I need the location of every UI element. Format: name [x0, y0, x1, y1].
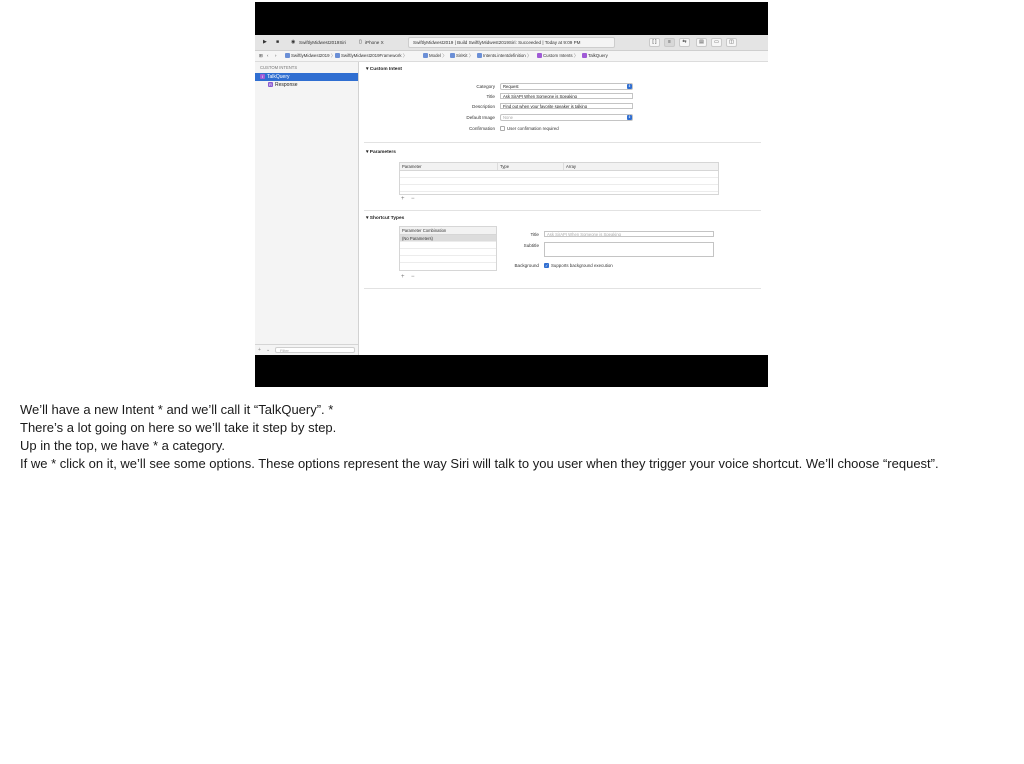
column-header[interactable]: Array — [566, 164, 577, 169]
project-icon — [285, 53, 290, 58]
confirmation-label: Confirmation — [468, 126, 495, 131]
shortcut-types-section-title[interactable]: ▾ Shortcut Types — [366, 216, 405, 221]
breadcrumb-item[interactable]: Custom Intents 〉 — [537, 51, 578, 61]
description-field[interactable]: Find out when your favorite speaker is talking — [500, 103, 633, 109]
default-image-popup[interactable]: None ⇕ — [500, 114, 633, 121]
remove-combination-icon[interactable]: − — [411, 274, 415, 280]
custom-intent-section-title[interactable]: ▾ Custom Intent — [366, 67, 402, 72]
standard-editor-button[interactable]: [ ] — [649, 38, 660, 47]
caption-line: Up in the top, we have * a category. — [20, 438, 225, 453]
list-item — [400, 249, 496, 256]
table-row — [400, 178, 718, 185]
sidebar-item-label: TalkQuery — [267, 74, 290, 80]
jump-bar — [255, 51, 768, 62]
back-icon[interactable]: ‹ — [267, 53, 269, 58]
related-items-icon[interactable]: ⊞ — [259, 53, 263, 58]
stop-icon[interactable]: ■ — [276, 39, 280, 45]
title-label: Title — [486, 94, 495, 99]
column-header[interactable]: Parameter — [400, 163, 498, 170]
intent-navigator — [255, 62, 359, 355]
response-badge-icon: R — [269, 82, 272, 88]
inspector-toggle-button[interactable]: ◫ — [726, 38, 737, 47]
add-icon[interactable]: + — [258, 347, 261, 353]
intent-badge-icon: I — [261, 74, 264, 80]
confirmation-text: User confirmation required — [507, 126, 559, 131]
forward-icon[interactable]: › — [275, 53, 277, 58]
sidebar-item-label: Response — [275, 82, 298, 88]
background-checkbox[interactable]: ✓ — [545, 263, 549, 268]
intent-icon — [582, 53, 587, 58]
parameters-table — [399, 162, 719, 195]
folder-icon — [335, 53, 340, 58]
table-header — [400, 163, 718, 171]
assistant-editor-button[interactable]: ≡ — [664, 38, 675, 47]
chevron-down-icon: ⇕ — [628, 115, 631, 119]
toolbar — [255, 35, 768, 51]
device-selector[interactable]: iPhone X — [365, 40, 384, 45]
caption-line: We’ll have a new Intent * and we’ll call it “TalkQuery”. * — [20, 402, 334, 417]
debug-toggle-button[interactable]: ▭ — [711, 38, 722, 47]
parameters-section-title[interactable]: ▾ Parameters — [366, 150, 396, 155]
filter-bar — [255, 344, 358, 355]
chevron-down-icon[interactable]: ⌄ — [266, 347, 271, 353]
xcode-window — [255, 35, 768, 355]
scheme-selector[interactable]: SwiftlyMidwest2019Siri — [299, 40, 346, 45]
file-icon — [477, 53, 482, 58]
divider — [364, 210, 761, 211]
category-label: Category — [476, 84, 495, 89]
confirmation-checkbox[interactable] — [500, 126, 505, 131]
category-popup[interactable]: Request ⇕ — [500, 83, 633, 90]
breadcrumb-item[interactable]: SwiftlyMidwest2019Framework 〉 — [335, 51, 407, 61]
breadcrumb-item[interactable]: SiriKit 〉 — [450, 51, 473, 61]
breadcrumb-item[interactable]: TalkQuery — [582, 51, 608, 61]
column-header[interactable]: Type — [498, 163, 564, 170]
presenter-notes — [20, 401, 1010, 473]
sidebar-item-talkquery[interactable] — [255, 73, 358, 81]
activity-viewer: SwiftlyMidwest2019 | Build SwiftlyMidwest2019Siri: Succeeded | Today at 9:09 PM — [408, 37, 615, 48]
sidebar-item-response[interactable] — [255, 81, 358, 89]
chevron-down-icon: ⇕ — [628, 84, 631, 88]
breadcrumb-item[interactable]: SwiftlyMidwest2019 〉 — [285, 51, 335, 61]
caption-line: If we * click on it, we’ll see some options. These options represent the way Siri will talk to you user when they trigger your voice shortcut. We’ll choose “request”. — [20, 456, 939, 471]
sidebar-header: CUSTOM INTENTS — [260, 65, 298, 70]
breadcrumb-item[interactable]: Intents.intentdefinition 〉 — [477, 51, 531, 61]
list-item — [400, 256, 496, 263]
background-text: Supports background execution — [551, 263, 613, 268]
table-row — [400, 185, 718, 192]
scheme-icon: ◉ — [291, 39, 296, 45]
intent-icon — [537, 53, 542, 58]
folder-icon — [423, 53, 428, 58]
add-combination-icon[interactable]: + — [401, 274, 405, 280]
table-row — [400, 171, 718, 178]
filter-input[interactable]: Filter — [275, 347, 355, 353]
shortcut-title-field[interactable]: Ask SirAPI When Someone is Speaking — [544, 231, 714, 237]
folder-icon — [450, 53, 455, 58]
list-header-label: Parameter Combination — [402, 228, 447, 233]
divider — [364, 142, 761, 143]
breadcrumb-item[interactable]: Model 〉 — [423, 51, 447, 61]
remove-parameter-icon[interactable]: − — [411, 196, 415, 202]
background-label: Background — [514, 263, 539, 268]
slide-screenshot — [255, 2, 768, 387]
subtitle-field[interactable] — [544, 242, 714, 257]
default-image-label: Default Image — [466, 115, 495, 120]
description-label: Description — [472, 104, 495, 109]
list-item[interactable]: (No Parameters) — [400, 235, 496, 242]
title-field[interactable]: Ask SirAPI When Someone is Speaking — [500, 93, 633, 99]
device-icon: ▯ — [359, 39, 362, 45]
divider — [364, 288, 761, 289]
add-parameter-icon[interactable]: + — [401, 196, 405, 202]
shortcut-title-label: Title — [530, 232, 539, 237]
caption-line: There’s a lot going on here so we’ll take it step by step. — [20, 420, 337, 435]
version-editor-button[interactable]: ⇆ — [679, 38, 690, 47]
navigator-toggle-button[interactable]: ▤ — [696, 38, 707, 47]
play-icon[interactable]: ▶ — [263, 39, 267, 45]
intent-editor — [359, 62, 768, 355]
subtitle-label: Subtitle — [523, 243, 539, 248]
